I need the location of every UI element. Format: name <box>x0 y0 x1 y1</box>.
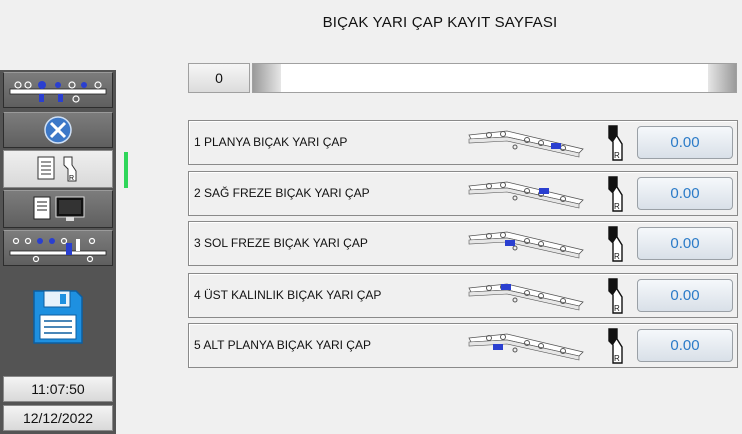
scrollbar-left-handle[interactable] <box>253 64 281 92</box>
blade-row-5 <box>188 323 738 368</box>
knife-radius-icon <box>607 277 625 315</box>
document-knife-icon <box>28 153 88 185</box>
sidebar-item-document-monitor[interactable] <box>3 190 113 228</box>
document-monitor-icon <box>26 193 90 225</box>
svg-text:R: R <box>69 175 75 182</box>
blade-label: 4 ÜST KALINLIK BIÇAK YARI ÇAP <box>194 288 382 302</box>
floppy-disk-icon <box>30 287 86 347</box>
blade-label: 3 SOL FREZE BIÇAK YARI ÇAP <box>194 236 368 250</box>
svg-text:R: R <box>614 202 620 211</box>
knife-radius-icon <box>607 175 625 213</box>
sidebar-item-machine-adjust[interactable] <box>3 230 113 266</box>
blade-row-4 <box>188 273 738 318</box>
machine-diagram-icon <box>467 127 585 161</box>
active-indicator <box>124 152 128 188</box>
tools-icon <box>43 115 73 145</box>
blade-label: 1 PLANYA BIÇAK YARI ÇAP <box>194 135 348 149</box>
radius-value-input[interactable]: 0.00 <box>637 329 733 362</box>
svg-text:R: R <box>614 304 620 313</box>
sidebar-item-blade-radius-records[interactable] <box>3 150 113 188</box>
scrollbar-right-handle[interactable] <box>708 64 736 92</box>
blade-label: 2 SAĞ FREZE BIÇAK YARI ÇAP <box>194 186 370 200</box>
knife-radius-icon <box>607 124 625 162</box>
radius-value-input[interactable]: 0.00 <box>637 227 733 260</box>
machine-diagram-icon <box>467 228 585 262</box>
machine-diagram-icon <box>6 233 110 263</box>
svg-text:R: R <box>614 354 620 363</box>
save-button[interactable] <box>3 282 113 352</box>
machine-diagram-icon <box>467 330 585 364</box>
page-title: BIÇAK YARI ÇAP KAYIT SAYFASI <box>322 14 558 31</box>
blade-row-2 <box>188 171 738 216</box>
page-counter[interactable]: 0 <box>188 63 250 93</box>
scrollbar-track[interactable] <box>252 63 737 93</box>
blade-row-3 <box>188 221 738 266</box>
svg-text:R: R <box>614 151 620 160</box>
svg-text:R: R <box>614 252 620 261</box>
radius-value-input[interactable]: 0.00 <box>637 279 733 312</box>
radius-value-input[interactable]: 0.00 <box>637 177 733 210</box>
time-display: 11:07:50 <box>3 376 113 402</box>
knife-radius-icon <box>607 327 625 365</box>
sidebar-item-tools[interactable] <box>3 112 113 148</box>
blade-row-1 <box>188 120 738 165</box>
machine-diagram-icon <box>6 75 110 105</box>
machine-diagram-icon <box>467 280 585 314</box>
date-display: 12/12/2022 <box>3 405 113 431</box>
sidebar-item-machine-overview[interactable] <box>3 72 113 108</box>
blade-label: 5 ALT PLANYA BIÇAK YARI ÇAP <box>194 338 371 352</box>
sidebar <box>0 70 116 434</box>
machine-diagram-icon <box>467 178 585 212</box>
radius-value-input[interactable]: 0.00 <box>637 126 733 159</box>
knife-radius-icon <box>607 225 625 263</box>
